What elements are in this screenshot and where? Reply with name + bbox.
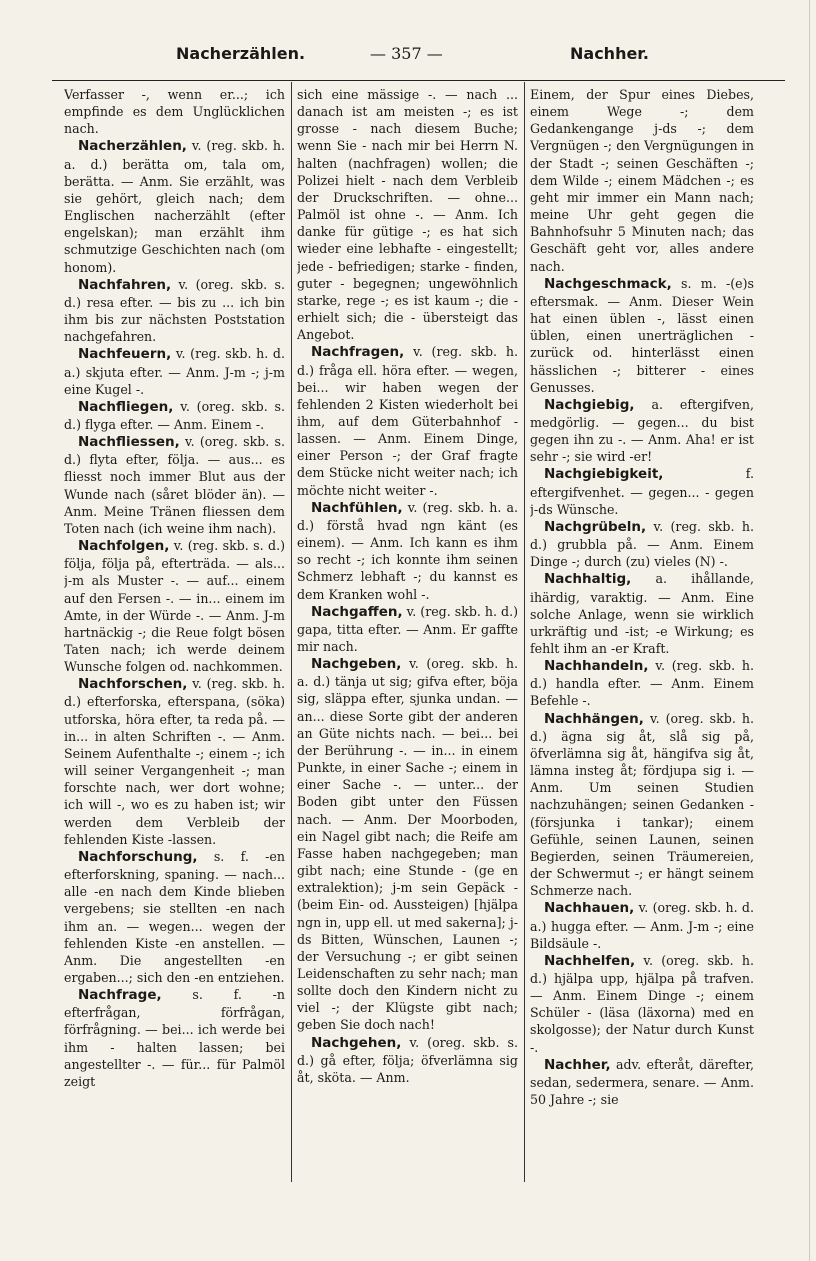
dictionary-entry bbox=[64, 398, 285, 433]
entry-text: v. (reg. skb. h. d.) grubbla på. — Anm. Einem Dinge -; durch (zu) vieles (N) -. bbox=[530, 518, 754, 570]
entry-headword: Nachfrage, bbox=[78, 987, 162, 1004]
entry-text: v. (reg. skb. s. d.) följa, följa på, efterträda. — als... j-m als Muster -. — auf... einem auf den Fersen -. — in... einem im Amte, in der Würde -. — Anm. J-m hartnäckig -; die Reue folgt bösen Taten nach; ich werde deinem Wunsche folgen od. nachkommen. bbox=[64, 538, 285, 675]
dictionary-entry bbox=[530, 570, 754, 657]
dictionary-entry bbox=[297, 499, 518, 603]
page-edge bbox=[809, 0, 810, 1261]
entry-text: v. (reg. skb. h. d.) handla efter. — Anm. Einem Befehle -. bbox=[530, 658, 754, 709]
entry-text: sich eine mässige -. — nach ... danach ist am meisten -; es ist grosse - nach diesem Buche; wenn Sie - nach mir bei Herrn N. halten (nachfragen) wollen; die Polizei hielt - nach dem Verbleib der Druckschriften. — ohne... Palmöl ist ohne -. — Anm. Ich danke für gütige -; es hat sich wieder eine lebhafte - eingestellt; jede - befriedigen; starke - finden, guter - begegnen; ungewöhnlich starke, rege -; es ist kaum -; die - erhielt sich; die - übersteigt das Angebot. bbox=[297, 87, 518, 343]
entry-text: v. (oreg. skb. h. a. d.) tänja ut sig; gifva efter, böja sig, släppa efter, sjunka undan. — an... diese Sorte gibt der anderen an Güte nichts nach. — bei... bei der Berührung -. — in... in einem Punkte, in einer Sache -; einem in einer Sache -. — unter... der Boden gibt unter den Füssen nach. — Anm. Der Moorboden, ein Nagel gibt nach; die Reife am Fasse haben nachgegeben; man gibt nach; eine Stunde - (ge en extralektion); j-m sein Gepäck - (beim Ein- od. Aussteigen) [hjälpa ngn in, upp ell. ut med sakerna]; j-ds Bitten, Wünschen, Launen -; der Versuchung -; er gibt seinen Leidenschaften zu sehr nach; man sollte doch den Kindern nicht zu viel -; der Klügste gibt nach; geben Sie doch nach! bbox=[297, 656, 518, 1033]
entry-headword: Nachfeuern, bbox=[78, 346, 172, 363]
entry-headword: Nachhelfen, bbox=[544, 952, 636, 969]
dictionary-entry bbox=[297, 343, 518, 498]
column-3 bbox=[530, 86, 754, 1178]
entry-text: v. (reg. skb. h. a. d.) berätta om, tala om, berätta. — Anm. Sie erzählt, was sie gehört, gleich nach; dem Englischen nacherzählt (efter engelskan); man erzählt ihm schmutzige Geschichten nach (om honom). bbox=[64, 138, 285, 275]
entry-headword: Nachhängen, bbox=[544, 710, 644, 727]
dictionary-entry bbox=[64, 986, 285, 1090]
entry-text: a. ihållande, ihärdig, varaktig. — Anm. Eine solche Anlage, wenn sie wirklich urkräftig und -ist; -e Wirkung; es fehlt ihm an -er Kraft. bbox=[530, 571, 754, 656]
entry-text: s. f. -n efterfrågan, förfrågan, förfrågning. — bei... ich werde bei ihm - halten lassen; bei angestellter -. — für... für Palmöl zeigt bbox=[64, 987, 285, 1089]
entry-text: Verfasser -, wenn er...; ich empfinde es dem Unglücklichen nach. bbox=[64, 87, 285, 137]
entry-continuation bbox=[297, 86, 518, 343]
dictionary-entry bbox=[64, 433, 285, 537]
dictionary-entry bbox=[297, 603, 518, 655]
entry-text: v. (reg. skb. h. d. a.) skjuta efter. — Anm. J-m -; j-m eine Kugel -. bbox=[64, 346, 285, 397]
entry-text: adv. efteråt, därefter, sedan, sedermera, senare. — Anm. 50 Jahre -; sie bbox=[530, 1056, 754, 1108]
entry-text: v. (oreg. skb. s. d.) flyga efter. — Anm. Einem -. bbox=[64, 398, 285, 432]
entry-headword: Nacherzählen, bbox=[78, 138, 187, 155]
dictionary-entry bbox=[530, 952, 754, 1056]
entry-headword: Nachfühlen, bbox=[311, 499, 403, 516]
entry-headword: Nachhandeln, bbox=[544, 658, 649, 675]
entry-headword: Nachforschen, bbox=[78, 676, 188, 693]
entry-text: Einem, der Spur eines Diebes, einem Wege -; dem Gedankengange j-ds -; dem Vergnügen -; den Vergnügungen in der Stadt -; seinen Geschäften -; dem Wilde -; einem Mädchen -; es geht mir immer ein Mann nach; meine Uhr geht gegen die Bahnhofsuhr 5 Minuten nach; das Geschäft geht vor, alles andere nach. bbox=[530, 87, 754, 274]
header-rule bbox=[52, 80, 785, 81]
entry-text: v. (reg. skb. h. d.) fråga ell. höra efter. — wegen, bei... wir haben wegen der fehlenden 2 Kisten wiederholt bei ihm, auf dem Güterbahnhof - lassen. — Anm. Einem Dinge, einer Person -; der Graf fragte dem Stücke nicht weiter nach; ich möchte nicht weiter -. bbox=[297, 344, 518, 498]
dictionary-entry bbox=[64, 537, 285, 675]
entry-headword: Nachfragen, bbox=[311, 344, 405, 361]
entry-text: v. (reg. skb. h. d.) efterforska, efterspana, (söka) utforska, höra efter, ta reda på. — in... in alten Schriften -. — Anm. Seinem Aufenthalte -; einem -; ich will seiner Vergangenheit -; man forschte nach, wer dort wohne; ich will -, wo es zu haben ist; wir werden dem Verbleib der fehlenden Kiste -lassen. bbox=[64, 676, 285, 847]
page-header bbox=[52, 44, 772, 72]
dictionary-entry bbox=[530, 518, 754, 570]
entry-headword: Nachgiebigkeit, bbox=[544, 466, 664, 483]
header-last-word: Nachher. bbox=[570, 44, 649, 63]
entry-text: v. (oreg. skb. h. d. a.) hugga efter. — Anm. J-m -; eine Bildsäule -. bbox=[530, 900, 754, 951]
entry-text: v. (reg. skb. h. a. d.) förstå hvad ngn känt (es einem). — Anm. Ich kann es ihm so recht -; ich konnte ihm seinen Schmerz lebhaft -; du kannst es dem Kranken wohl -. bbox=[297, 499, 518, 602]
entry-text: v. (oreg. skb. s. d.) resa efter. — bis zu ... ich bin ihm bis zur nächsten Poststation nachgefahren. bbox=[64, 276, 285, 345]
entry-headword: Nachfahren, bbox=[78, 276, 172, 293]
entry-headword: Nachgrübeln, bbox=[544, 518, 647, 535]
dictionary-entry bbox=[530, 657, 754, 709]
entry-text: s. m. -(e)s eftersmak. — Anm. Dieser Wein hat einen üblen -, lässt einen üblen, einen unerträglichen - zurück od. hinterlässt einen hässlichen -; bitterer - eines Genusses. bbox=[530, 275, 754, 395]
entry-headword: Nachgiebig, bbox=[544, 396, 635, 413]
entry-headword: Nachfliessen, bbox=[78, 434, 180, 451]
dictionary-entry bbox=[64, 345, 285, 397]
entry-continuation bbox=[530, 86, 754, 275]
dictionary-entry bbox=[64, 276, 285, 346]
dictionary-entry bbox=[530, 1056, 754, 1108]
entry-headword: Nachgeben, bbox=[311, 656, 402, 673]
entry-text: f. eftergifvenhet. — gegen... - gegen j-ds Wünsche. bbox=[530, 466, 754, 517]
entry-headword: Nachgeschmack, bbox=[544, 275, 672, 292]
dictionary-entry bbox=[297, 1034, 518, 1086]
dictionary-entry bbox=[530, 275, 754, 396]
dictionary-entry bbox=[64, 137, 285, 275]
dictionary-entry bbox=[530, 710, 754, 900]
column-divider bbox=[291, 82, 292, 1182]
entry-text: v. (oreg. skb. h. d.) ägna sig åt, slå sig på, öfverlämna sig åt, hängifva sig åt, lämna insteg åt; fördjupa sig i. — Anm. Um seinen Studien nachzuhängen; seinen Gedanken - (försjunka i tankar); einem Gefühle, seinen Launen, seinen Begierden, seinen Träumereien, der Schwermut -; er hängt seinem Schmerze nach. bbox=[530, 710, 754, 899]
dictionary-entry bbox=[530, 396, 754, 466]
entry-continuation bbox=[64, 86, 285, 137]
dictionary-entry bbox=[297, 655, 518, 1033]
entry-text: v. (oreg. skb. s. d.) gå efter, följa; öfverlämna sig åt, sköta. — Anm. bbox=[297, 1034, 518, 1085]
entry-headword: Nachhauen, bbox=[544, 900, 635, 917]
entry-headword: Nachfliegen, bbox=[78, 398, 174, 415]
entry-headword: Nachforschung, bbox=[78, 848, 198, 865]
entry-text: a. eftergifven, medgörlig. — gegen... du bist gegen ihn zu -. — Anm. Aha! er ist sehr -; sie wird -er! bbox=[530, 396, 754, 465]
entry-text: v. (oreg. skb. s. d.) flyta efter, följa. — aus... es fliesst noch immer Blut aus der Wunde nach (såret blöder än). — Anm. Meine Tränen fliessen dem Toten nach (ich weine ihm nach). bbox=[64, 434, 285, 536]
entry-text: v. (oreg. skb. h. d.) hjälpa upp, hjälpa på trafven. — Anm. Einem Dinge -; einem Schüler - (läsa (läxorna) med en skolgosse); der Natur durch Kunst -. bbox=[530, 952, 754, 1055]
dictionary-entry bbox=[64, 848, 285, 986]
column-1 bbox=[64, 86, 285, 1178]
entry-text: v. (reg. skb. h. d.) gapa, titta efter. — Anm. Er gaffte mir nach. bbox=[297, 603, 518, 654]
entry-headword: Nachgehen, bbox=[311, 1034, 402, 1051]
entry-headword: Nachfolgen, bbox=[78, 538, 170, 555]
entry-headword: Nachher, bbox=[544, 1056, 611, 1073]
header-first-word: Nacherzählen. bbox=[176, 44, 306, 63]
dictionary-entry bbox=[530, 899, 754, 951]
entry-headword: Nachhaltig, bbox=[544, 571, 632, 588]
entry-text: s. f. -en efterforskning, spaning. — nach... alle -en nach dem Kinde blieben vergebens; sie stellten -en nach ihm an. — wegen... wegen der fehlenden Kiste -en anstellen. — Anm. Die angestellten -en ergaben...; sich den -en entziehen. bbox=[64, 848, 285, 985]
dictionary-entry bbox=[530, 465, 754, 517]
column-2 bbox=[297, 86, 518, 1178]
dictionary-entry bbox=[64, 675, 285, 848]
page-number: — 357 — bbox=[370, 44, 443, 63]
column-divider bbox=[524, 82, 525, 1182]
entry-headword: Nachgaffen, bbox=[311, 603, 403, 620]
